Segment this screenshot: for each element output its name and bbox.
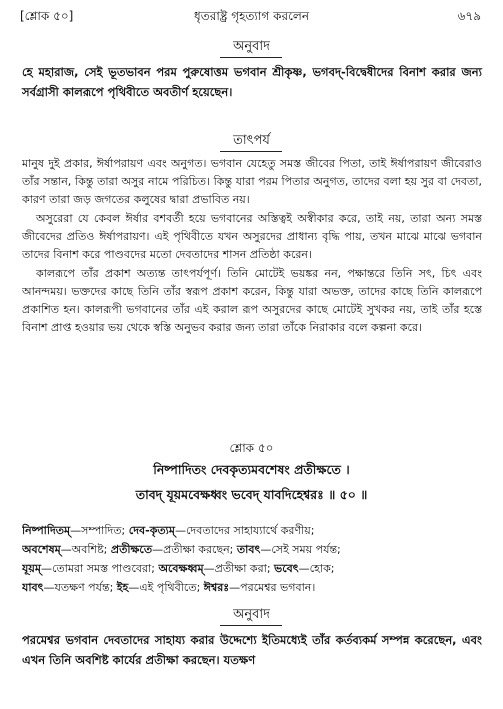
verse-title: শ্লোক ৫০ xyxy=(229,441,274,455)
word-meaning: —প্রতীক্ষা করা; xyxy=(203,562,275,575)
word-meaning: —তোমরা সমস্ত পাণ্ডবেরা; xyxy=(40,562,159,575)
heading-underline xyxy=(220,625,282,626)
word-meaning: —এই পৃথিবীতে; xyxy=(128,581,204,594)
sanskrit-word: অবশেষম্ xyxy=(22,543,61,556)
translation-paragraph: হে মহারাজ, সেই ভূতভাবন পরম পুরুষোত্তম ভগবান শ্রীকৃষ্ণ, ভগবদ্‌-বিদ্বেষীদের বিনাশ করার জন্য সর্বগ্রাসী কালরূপে পৃথিবীতে অবতীর্ণ হয়েছেন। xyxy=(22,65,482,99)
sanskrit-word: যূয়ম্ xyxy=(22,562,41,575)
sanskrit-word: অবেক্ষধ্বম্ xyxy=(158,562,204,575)
purport-paragraph: অসুরেরা যে কেবল ঈর্ষার বশবর্তী হয়ে ভগবানের অস্তিত্বই অস্বীকার করে, তাই নয়, তারা অন্য সমস্ত জীবেদের প্রতিও ঈর্ষাপরায়ণ। এই পৃথিবীতে যখন অসুরদের প্রাধান্য বৃদ্ধি পায়, তখন মাঝে মাঝে ভগবান তাদের বিনাশ করে পাণ্ডবদের মতো দেবতাদের শাসন প্রতিষ্ঠা করেন। xyxy=(22,212,482,261)
synonym-line xyxy=(22,578,482,597)
word-meaning: —হোক; xyxy=(298,562,335,575)
word-meaning: —অবশিষ্ট; xyxy=(60,543,111,556)
synonym-line xyxy=(22,521,482,540)
translation-text xyxy=(22,630,482,671)
heading-underline xyxy=(220,57,282,58)
sanskrit-word: ভবেৎ xyxy=(274,562,299,575)
verse-reference: [শ্লোক ৫০] xyxy=(20,9,74,23)
translation-paragraph: পরমেশ্বর ভগবান দেবতাদের সাহায্য করার উদ্দেশ্যে ইতিমধ্যেই তাঁর কর্তব্যকর্ম সম্পন্ন করেছেন, এবং এখন তিনি অবশিষ্ট কার্যের প্রতীক্ষা করছেন। যতক্ষণ xyxy=(22,633,482,667)
sanskrit-word: যাবৎ xyxy=(22,581,44,594)
sanskrit-word: দেব-কৃত্যম্ xyxy=(128,524,175,537)
word-meaning: —দেবতাদের সাহায্যার্থে করণীয়; xyxy=(174,524,315,537)
purport-heading: তাৎপর্য xyxy=(233,133,270,148)
sanskrit-word: নিষ্পাদিতম্ xyxy=(22,524,71,537)
word-meaning: —সম্পাদিত; xyxy=(70,524,129,537)
sanskrit-word: ইহ xyxy=(116,581,129,594)
translation-heading: অনুবাদ xyxy=(233,607,270,622)
chapter-title: ধৃতরাষ্ট্র গৃহত্যাগ করলেন xyxy=(193,9,309,23)
verse-line: তাবদ্ যূয়মবেক্ষধ্বং ভবেদ্ যাবদিহেশ্বরঃ ॥ ৫০ ॥ xyxy=(135,487,368,502)
translation-heading: অনুবাদ xyxy=(233,39,270,54)
page-header xyxy=(0,4,503,26)
sanskrit-word: ঈশ্বরঃ xyxy=(203,581,230,594)
purport-paragraph: মানুষ দুই প্রকার, ঈর্ষাপরায়ণ এবং অনুগত। ভগবান যেহেতু সমস্ত জীবের পিতা, তাই ঈর্ষাপরায়ণ জীবেরাও তাঁর সন্তান, কিন্তু তারা অসুর নামে পরিচিত। কিন্তু যারা পরম পিতার অনুগত, তাদের বলা হয় সুর বা দেবতা, কারণ তারা জড় জগতের কলুষের দ্বারা প্রভাবিত নয়। xyxy=(22,157,482,206)
page-number: ৬৭৯ xyxy=(457,9,481,23)
word-meaning: —প্রতীক্ষা করছেন; xyxy=(152,543,237,556)
synonym-line xyxy=(22,540,482,559)
heading-underline xyxy=(220,151,282,152)
sanskrit-word: প্রতীক্ষতে xyxy=(110,543,153,556)
synonym-line xyxy=(22,559,482,578)
purport-text xyxy=(22,155,482,338)
word-meaning: —সেই সময় পর্যন্ত; xyxy=(260,543,341,556)
verse-line: নিষ্পাদিতং দেবকৃত্যমবশেষং প্রতীক্ষতে । xyxy=(153,462,350,477)
word-for-word-synonyms xyxy=(22,521,482,597)
word-meaning: —পরমেশ্বর ভগবান। xyxy=(229,581,316,594)
translation-text xyxy=(22,62,482,103)
word-meaning: —যতক্ষণ পর্যন্ত; xyxy=(43,581,117,594)
sanskrit-word: তাবৎ xyxy=(236,543,261,556)
purport-paragraph: কালরূপে তাঁর প্রকাশ অত্যন্ত তাৎপর্যপূর্ণ। তিনি মোটেই ভয়ঙ্কর নন, পক্ষান্তরে তিনি সৎ, চিৎ এবং আনন্দময়। ভক্তদের কাছে তিনি তাঁর স্বরূপ প্রকাশ করেন, কিন্তু যারা অভক্ত, তাদের কাছে তিনি কালরূপে প্রকাশিত হন। কালরূপী ভগবানের তাঁর এই করাল রূপ অসুরদের কাছে মোটেই সুখকর নয়, তাই তাঁর হস্তে বিনাশ প্রাপ্ত হওয়ার ভয় থেকে স্বস্তি অনুভব করার জন্য তারা তাঁকে নিরাকার বলে কল্পনা করে। xyxy=(22,267,482,334)
